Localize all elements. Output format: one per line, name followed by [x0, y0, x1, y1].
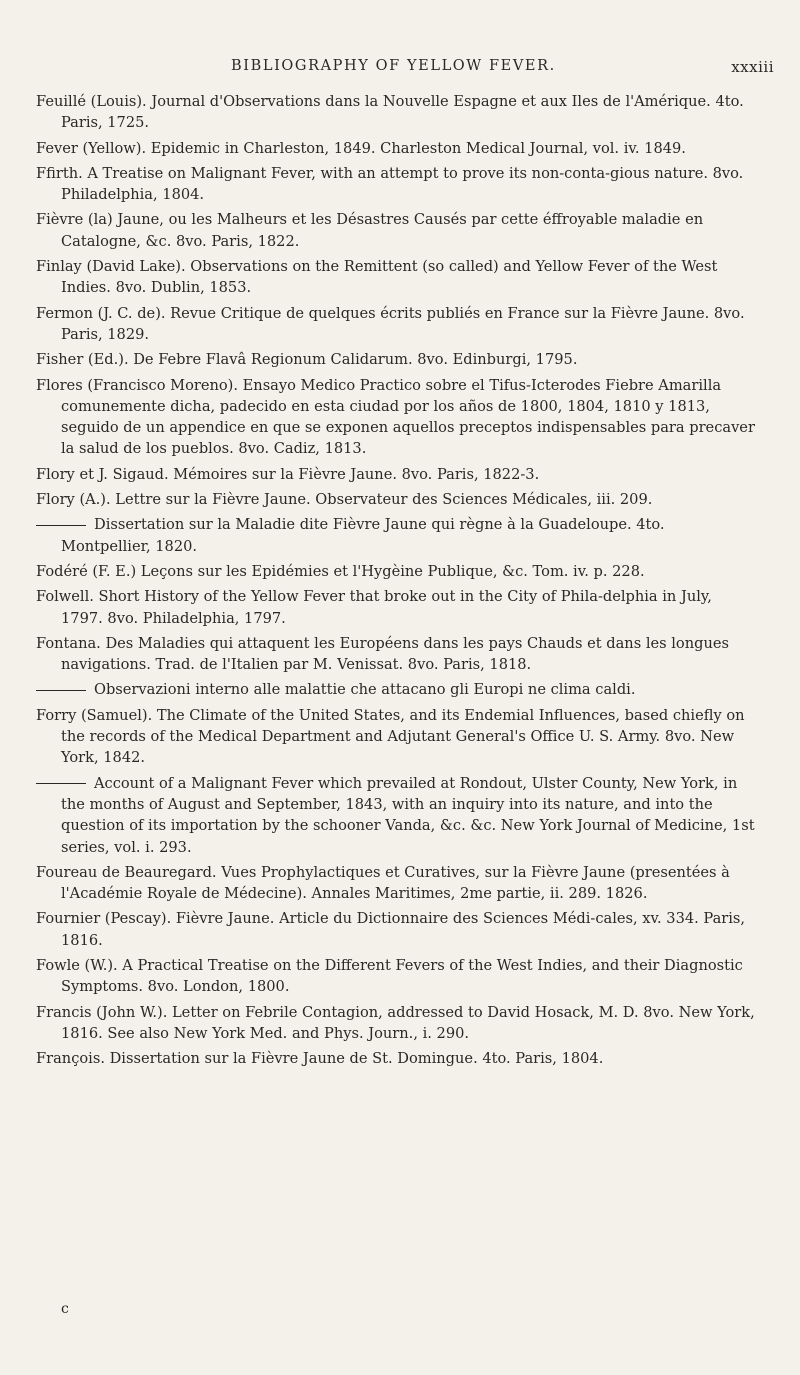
- bibliography-entry-continued: Dissertation sur la Maladie dite Fièvre Jaune qui règne à la Guadeloupe. 4to. Montpellier, 1820.: [36, 514, 758, 557]
- running-header: [0, 58, 800, 82]
- bibliography-entry: Flory et J. Sigaud. Mémoires sur la Fièvre Jaune. 8vo. Paris, 1822-3.: [36, 465, 540, 483]
- bibliography-entry: François. Dissertation sur la Fièvre Jaune de St. Domingue. 4to. Paris, 1804.: [36, 1050, 604, 1068]
- bibliography-entry: Finlay (David Lake). Observations on the Remittent (so called) and Yellow Fever of the West Indies. 8vo. Dublin, 1853.: [36, 258, 718, 297]
- bibliography-entry: Ffirth. A Treatise on Malignant Fever, with an attempt to prove its non-conta-gious nature. 8vo. Philadelphia, 1804.: [36, 164, 744, 204]
- bibliography-entry: Feuillé (Louis). Journal d'Observations dans la Nouvelle Espagne et aux Iles de l'Amérique. 4to. Paris, 1725.: [36, 93, 744, 132]
- bibliography-entry: Folwell. Short History of the Yellow Fever that broke out in the City of Phila-delphia in July, 1797. 8vo. Philadelphia, 1797.: [36, 588, 712, 627]
- ditto-dash: [36, 525, 86, 526]
- bibliography-entry: Fodéré (F. E.) Leçons sur les Epidémies et l'Hygèine Publique, &c. Tom. iv. p. 228.: [36, 562, 645, 580]
- bibliography-entry: Fournier (Pescay). Fièvre Jaune. Article du Dictionnaire des Sciences Médi-cales, xv. 334. Paris, 1816.: [36, 910, 746, 949]
- running-title: BIBLIOGRAPHY OF YELLOW FEVER.: [231, 58, 556, 74]
- bibliography-entry: Fowle (W.). A Practical Treatise on the Different Fevers of the West Indies, and their Diagnostic Symptoms. 8vo. London, 1800.: [36, 956, 743, 996]
- ditto-dash: [36, 783, 86, 784]
- bibliography-entry-continued: Observazioni interno alle malattie che attacano gli Europi ne clima caldi.: [36, 679, 758, 700]
- bibliography-entry: Flory (A.). Lettre sur la Fièvre Jaune. Observateur des Sciences Médicales, iii. 209.: [36, 491, 653, 509]
- page-number: xxxiii: [731, 58, 774, 76]
- bibliography-entry: Flores (Francisco Moreno). Ensayo Medico Practico sobre el Tifus-Icterodes Fiebre Amarilla comunemente dicha, padecido en esta ciudad por los años de 1800, 1804, 1810 y 1813, seguido de un appendice en que se exponen aquellos preceptos indispensables para precaver la salud de los pueblos. 8vo. Cadiz, 1813.: [36, 376, 755, 458]
- bibliography-entry: Fisher (Ed.). De Febre Flavâ Regionum Calidarum. 8vo. Edinburgi, 1795.: [36, 351, 578, 369]
- bibliography-entry-continued: Account of a Malignant Fever which prevailed at Rondout, Ulster County, New York, in the months of August and September, 1843, with an inquiry into its nature, and into the question of its importation by the schooner Vanda, &c. &c. New York Journal of Medicine, 1st series, vol. i. 293.: [36, 773, 758, 858]
- bibliography-entry: Fièvre (la) Jaune, ou les Malheurs et les Désastres Causés par cette éffroyable maladie en Catalogne, &c. 8vo. Paris, 1822.: [36, 211, 704, 250]
- bibliography-entry: Fever (Yellow). Epidemic in Charleston, 1849. Charleston Medical Journal, vol. iv. 1849.: [36, 139, 686, 157]
- bibliography-entry: Forry (Samuel). The Climate of the United States, and its Endemial Influences, based chiefly on the records of the Medical Department and Adjutant General's Office U. S. Army. 8vo. New York, 1842.: [36, 706, 745, 767]
- signature-mark: c: [61, 1301, 69, 1317]
- ditto-dash: [36, 690, 86, 691]
- bibliography-list: [36, 91, 758, 1073]
- bibliography-entry: Fermon (J. C. de). Revue Critique de quelques écrits publiés en France sur la Fièvre Jaune. 8vo. Paris, 1829.: [36, 304, 745, 343]
- bibliography-entry: Fontana. Des Maladies qui attaquent les Européens dans les pays Chauds et dans les longues navigations. Trad. de l'Italien par M. Venissat. 8vo. Paris, 1818.: [36, 634, 729, 674]
- bibliography-entry: Foureau de Beauregard. Vues Prophylactiques et Curatives, sur la Fièvre Jaune (presentées à l'Académie Royale de Médecine). Annales Maritimes, 2me partie, ii. 289. 1826.: [36, 863, 730, 903]
- bibliography-entry: Francis (John W.). Letter on Febrile Contagion, addressed to David Hosack, M. D. 8vo. New York, 1816. See also New York Med. and Phys. Journ., i. 290.: [36, 1003, 755, 1042]
